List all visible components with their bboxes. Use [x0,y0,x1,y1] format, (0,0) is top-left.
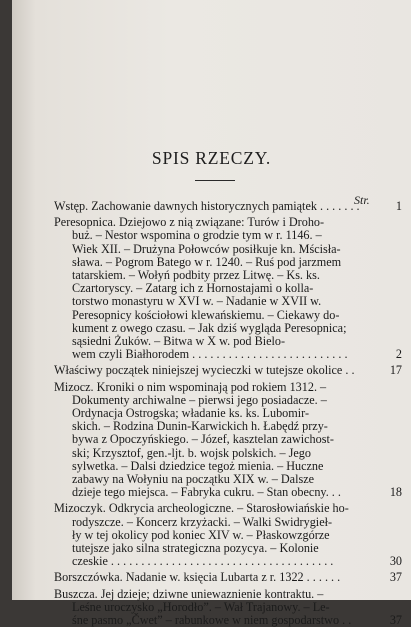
toc-entry-line: Borszczówka. Nadanie w. księcia Lubarta z r. 1322 . . . . . . [54,570,341,585]
book-page [12,0,411,627]
toc-entry-line: śne pasmo „Čwet” – rabunkowe w niem gospodarstwo . . [72,613,352,627]
page-column-header: Str. [354,193,370,207]
toc-entry-line: Leśne uroczysko „Horodło”. – Wał Trajanowy. – Le- [72,599,330,614]
toc-entry [54,216,402,361]
toc-entry-line: Peresopnica. Dziejowo z nią związane: Turów i Droho- [54,215,325,230]
toc-entry [54,381,402,500]
toc-entry-line: ski; Krzysztof, gen.-ljt. b. wojsk polskich. – Jego [72,445,311,460]
toc-page-number: 18 [389,485,402,500]
toc-entry-line: tutejsze jako silna strategiczna pozycya. – Kolonie [72,541,319,556]
toc-entry-line: sława. – Pogrom Batego w r. 1240. – Ruś pod jarzmem [72,254,342,269]
toc-page-number: 30 [389,554,402,569]
toc-entry-line: buż. – Nestor wspomina o grodzie tym w r. 1146. – [72,228,322,243]
toc-entry-line: skich. – Rodzina Dunin-Karwickich h. Łabędź przy- [72,419,328,434]
toc-entry [54,364,402,377]
page-title: SPIS RZECZY. [151,148,272,168]
toc-page-number: 37 [389,570,402,585]
toc-entry-line: Wiek XII. – Drużyna Połowców posiłkuje kn. Mścisła- [72,241,341,256]
toc-entry-line: sąsiedni Żuków. – Bitwa w X w. pod Bielo- [72,334,286,349]
toc-entry-line: Mizoczyk. Odkrycia archeologiczne. – Starosłowiańskie ho- [54,501,349,516]
toc-page-number: 17 [389,363,402,378]
toc-entry-line: dzieje tego miejsca. – Fabryka cukru. – Stan obecny. . . [72,485,341,500]
title-rule [195,180,235,181]
toc-entry-line: Ordynacja Ostrogska; władanie ks. ks. Lubomir- [72,406,310,421]
toc-entry-line: Dokumenty archiwalne – pierwsi jego posiadacze. – [72,392,327,407]
toc-entry-line: tatarskiem. – Wołyń podbity przez Litwę. – Ks. ks. [72,268,320,283]
table-of-contents [54,200,402,627]
toc-entry-line: wem czyli Białhorodem . . . . . . . . . . . . . . . . . . . . . . . . . . [72,347,348,362]
toc-entry-line: torstwo monastyru w XVI w. – Nadanie w XVII w. [72,294,322,309]
toc-entry-line: rodyszcze. – Koncerz krzyżacki. – Walki Swidrygieł- [72,514,333,529]
toc-entry-line: czeskie . . . . . . . . . . . . . . . . . . . . . . . . . . . . . . . . . . . . . [72,554,334,569]
toc-page-number: 37 [389,613,402,627]
toc-entry-line: bywa z Opoczyńskiego. – Józef, kasztelan zawichost- [72,432,334,447]
toc-entry-line: Peresopnicy kościołowi klewańskiemu. – Ciekawy do- [72,307,340,322]
toc-entry-line: zabawy na Wołyniu na początku XIX w. – Dalsze [72,472,315,487]
toc-entry-line: sylwetka. – Dalsi dziedzice tegoż mienia. – Huczne [72,458,324,473]
toc-entry-line: kument z owego czasu. – Jak dziś wygląda Peresopnica; [72,320,347,335]
toc-entry [54,502,402,568]
toc-entry-line: Czartoryscy. – Zatarg ich z Hornostajami o kolla- [72,281,314,296]
toc-entry-line: ły w tej okolicy pod koniec XIV w. – Płaskowzgórze [72,527,330,542]
toc-entry-line: Buszcza. Jej dzieje; dziwne uniewaznienie kontraktu. – [54,586,324,601]
toc-entry [54,571,402,584]
toc-entry-line: Właściwy początek niniejszej wycieczki w tutejsze okolice . . [54,363,355,378]
toc-entry-line: Wstęp. Zachowanie dawnych historycznych pamiątek . . . . . . . [54,199,360,213]
toc-entry [54,588,402,627]
toc-page-number: 1 [395,199,402,213]
toc-entry [54,200,402,213]
toc-page-number: 2 [395,347,402,362]
toc-entry-line: Mizocz. Kroniki o nim wspominają pod rokiem 1312. – [54,379,327,394]
